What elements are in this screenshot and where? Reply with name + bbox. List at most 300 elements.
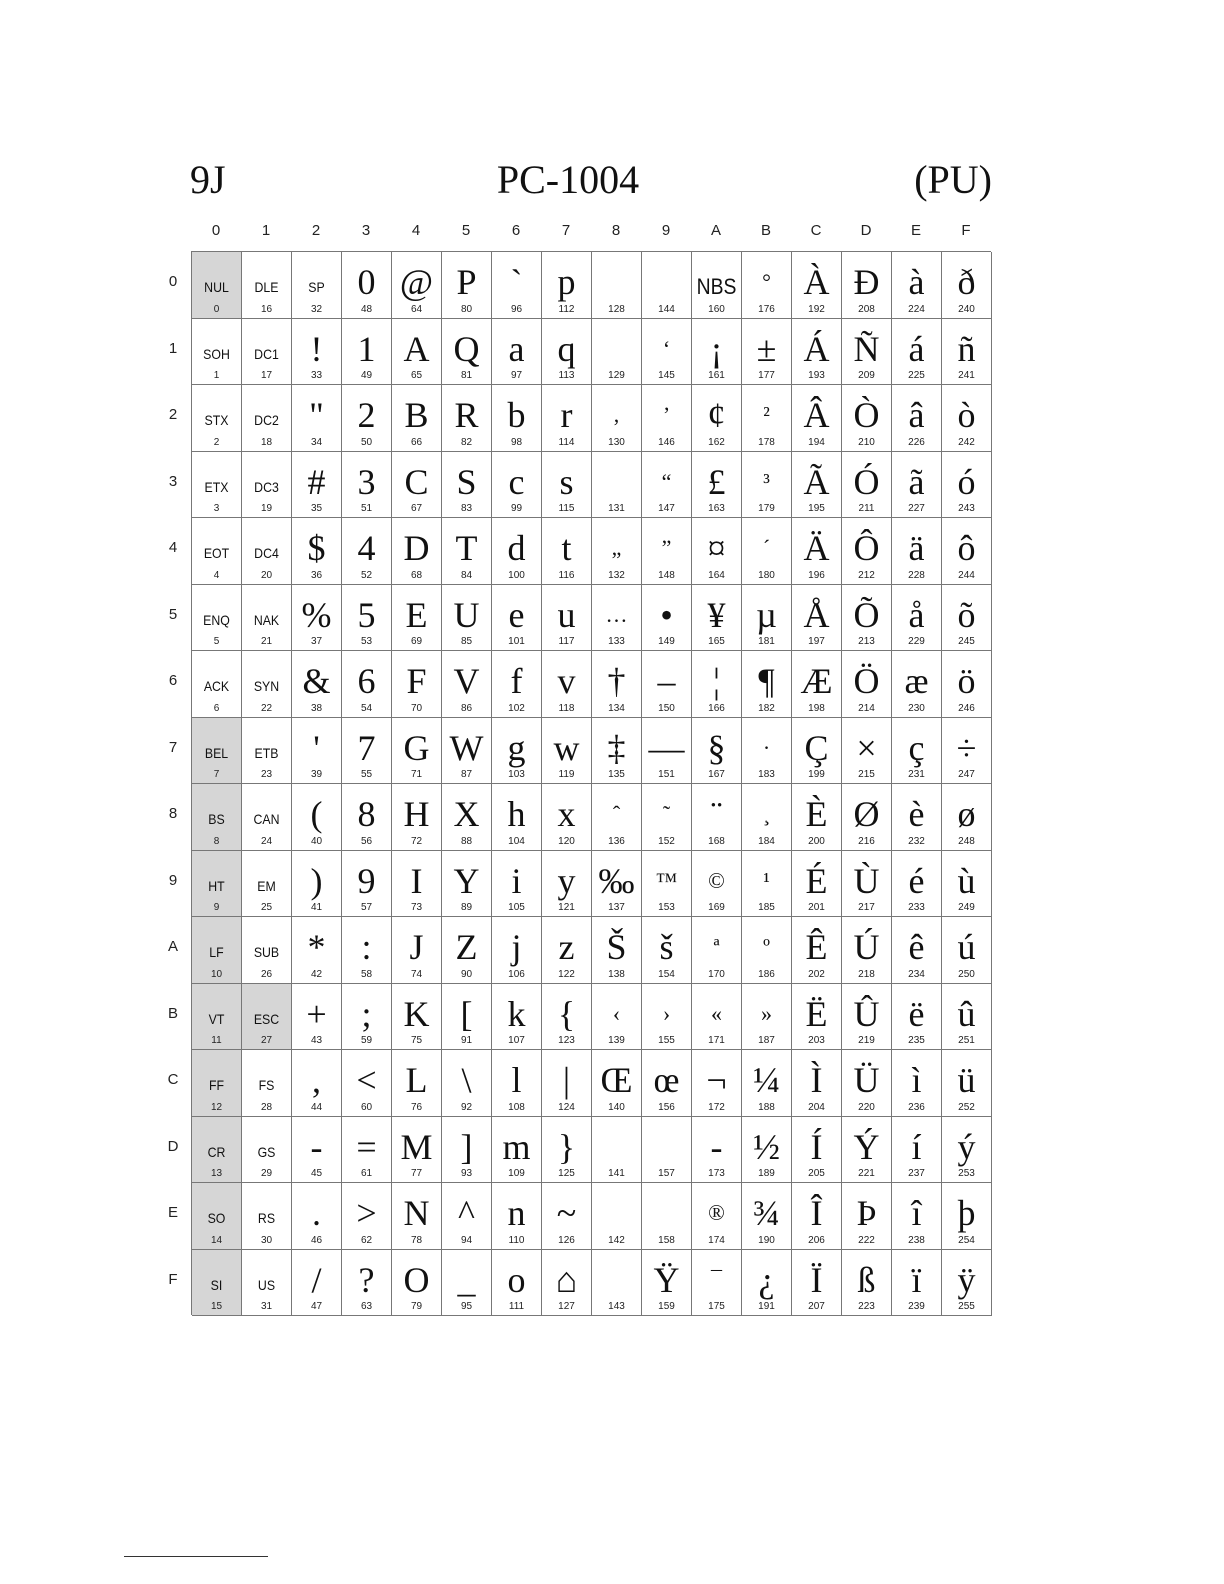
char-code: 201 [808,902,825,913]
char-code: 166 [708,702,725,714]
char-cell [542,718,592,785]
char-code: 8 [213,835,220,847]
char-cell [842,917,892,984]
char-code: 177 [758,370,775,381]
char-cell [892,585,942,652]
char-code: 7 [213,769,220,780]
char-glyph: T [455,528,478,568]
char-glyph: i [511,860,522,901]
char-code: 124 [558,1101,575,1113]
char-cell [292,585,342,652]
char-cell [542,1050,592,1117]
char-code: 227 [908,503,925,514]
char-cell [342,1117,392,1184]
char-glyph: , [613,402,620,427]
column-header: 5 [461,222,471,239]
char-code: 27 [260,1035,273,1046]
char-glyph: Š [606,927,627,967]
char-cell [242,917,292,984]
char-cell [642,851,692,918]
char-glyph: u [557,594,576,635]
char-glyph: Û [853,993,880,1034]
char-cell [792,252,842,319]
char-glyph: ‘ [662,335,671,361]
char-code: 15 [210,1301,223,1312]
char-glyph: á [908,328,925,369]
row-header: 0 [168,273,178,290]
char-glyph: ý [957,1126,976,1167]
char-cell [542,252,592,319]
char-code: 83 [460,503,473,514]
char-cell [892,917,942,984]
char-glyph: † [607,661,626,701]
char-code: 143 [608,1301,625,1312]
char-glyph: ° [762,269,771,294]
char-glyph: í [911,1126,922,1167]
char-code: 4 [213,569,220,581]
char-glyph: ñ [957,328,976,369]
char-cell [842,518,892,585]
char-glyph: Q [453,328,480,369]
char-glyph: @ [399,262,434,302]
char-glyph: . [312,1193,321,1233]
char-glyph: ) [310,860,323,901]
char-cell [692,1050,742,1117]
char-cell [342,1050,392,1117]
char-glyph: SOH [203,345,230,362]
char-glyph: ¡ [710,328,723,369]
char-cell [942,1183,992,1250]
char-code: 105 [508,902,525,913]
char-cell [392,252,442,319]
char-cell [392,718,442,785]
char-cell [792,1183,842,1250]
char-cell [842,319,892,386]
char-cell [592,718,642,785]
column-header: A [710,222,721,239]
char-cell [792,1250,842,1317]
char-cell [342,851,392,918]
char-glyph: ¹ [763,867,770,893]
char-glyph: FS [258,1077,275,1093]
char-cell [442,784,492,851]
char-glyph: â [908,395,925,435]
char-glyph: Á [803,328,830,369]
char-code: 106 [508,968,525,980]
char-glyph: = [356,1126,377,1167]
char-cell [192,518,242,585]
char-glyph: RS [257,1210,276,1226]
char-glyph: E [405,594,428,635]
char-code: 236 [908,1101,925,1113]
char-code: 208 [858,303,875,315]
char-cell [492,585,542,652]
char-code: 96 [510,303,523,315]
char-cell [842,1117,892,1184]
char-glyph: k [507,993,526,1034]
char-code: 55 [360,769,373,780]
char-code: 137 [608,902,625,913]
char-cell [292,1117,342,1184]
char-cell [192,718,242,785]
char-cell [742,585,792,652]
char-code: 140 [608,1101,625,1113]
char-glyph: B [404,395,429,435]
char-code: 56 [360,835,373,847]
char-cell [892,851,942,918]
char-cell [892,1117,942,1184]
char-cell [342,518,392,585]
char-code: 87 [460,769,473,780]
char-code: 111 [508,1301,525,1312]
char-cell [392,518,442,585]
column-header: 6 [511,222,521,239]
char-glyph: è [908,794,925,834]
column-header: 0 [211,222,221,239]
char-glyph: 1 [357,328,376,369]
char-code: 136 [608,835,625,847]
char-cell [892,518,942,585]
char-cell [342,1250,392,1317]
char-glyph: a [508,328,525,369]
char-code: 224 [908,303,925,315]
char-code: 125 [558,1168,575,1179]
char-glyph: é [908,860,925,901]
char-cell [242,1050,292,1117]
char-glyph: “ [661,468,672,494]
char-code: 195 [808,503,825,514]
char-code: 133 [608,636,625,647]
char-code: 151 [658,769,675,780]
char-glyph: f [510,661,523,701]
char-cell [392,1250,442,1317]
char-glyph: Ï [810,1259,823,1300]
char-code: 206 [808,1234,825,1246]
char-cell [342,1183,392,1250]
char-code: 241 [958,370,975,381]
char-code: 50 [360,436,373,448]
char-glyph: ETX [204,478,229,495]
char-cell [592,784,642,851]
char-code: 231 [908,769,925,780]
char-glyph: ¤ [707,528,726,568]
char-glyph: ¥ [707,594,726,635]
char-cell [542,1183,592,1250]
char-glyph: NBS [696,274,737,299]
char-code: 52 [360,569,373,581]
char-glyph [592,1124,641,1170]
region-tag: (PU) [914,157,992,202]
char-code: 248 [958,835,975,847]
char-glyph: M [400,1126,433,1167]
char-cell [242,385,292,452]
char-glyph: … [605,601,628,627]
char-code: 181 [758,636,775,647]
char-cell [292,385,342,452]
char-glyph: ê [908,927,925,967]
char-glyph: µ [756,594,777,635]
char-glyph: ÷ [956,727,977,768]
char-code: 3 [213,503,220,514]
char-code: 242 [958,436,975,448]
char-glyph: & [302,661,331,701]
char-cell [492,651,542,718]
char-glyph: - [310,1126,323,1167]
char-cell [342,784,392,851]
char-glyph: ESC [253,1010,280,1027]
column-header: 8 [611,222,621,239]
char-cell [642,319,692,386]
char-cell [492,319,542,386]
char-cell [792,784,842,851]
char-code: 230 [908,702,925,714]
char-glyph: DC4 [254,545,279,561]
char-code: 107 [508,1035,525,1046]
char-code: 85 [460,636,473,647]
char-code: 219 [858,1035,875,1046]
char-cell [192,1183,242,1250]
char-code: 150 [658,702,675,714]
char-code: 200 [808,835,825,847]
char-code: 168 [708,835,725,847]
char-code: 90 [460,968,473,980]
char-code: 237 [908,1168,925,1179]
char-glyph: DLE [254,279,279,295]
char-code: 70 [410,702,423,714]
char-cell [692,518,742,585]
char-glyph: q [557,328,576,369]
char-glyph: - [710,1126,723,1167]
char-code: 121 [558,902,575,913]
char-code: 250 [958,968,975,980]
char-glyph: Ü [853,1060,880,1100]
char-cell [642,784,692,851]
char-cell [592,651,642,718]
char-cell [642,1117,692,1184]
char-code: 9 [213,902,220,913]
char-cell [892,319,942,386]
char-code: 163 [708,503,725,514]
char-glyph: Ú [853,927,880,967]
char-code: 23 [260,769,273,780]
char-glyph: U [453,594,480,635]
char-code: 122 [558,968,575,980]
char-code: 228 [908,569,925,581]
char-glyph: p [557,262,576,302]
char-glyph: w [553,727,580,768]
char-glyph: H [403,794,430,834]
char-code: 127 [558,1301,575,1312]
char-code: 97 [510,370,523,381]
char-code: 17 [260,370,273,381]
char-cell [742,718,792,785]
char-cell [692,252,742,319]
char-glyph: Æ [800,661,833,701]
char-glyph: EOT [203,545,230,561]
char-glyph: + [306,993,327,1034]
char-code: 173 [708,1168,725,1179]
char-code: 39 [310,769,323,780]
char-cell [442,851,492,918]
row-header: F [168,1270,178,1288]
char-glyph: F [406,661,427,701]
char-cell [192,651,242,718]
char-cell [792,851,842,918]
char-cell [942,252,992,319]
char-glyph: t [561,528,572,568]
char-cell [942,452,992,519]
char-glyph: EM [257,877,276,894]
column-header: 9 [661,222,671,239]
char-cell [192,319,242,386]
char-glyph: ETB [254,744,279,761]
char-code: 19 [260,503,273,514]
char-code: 176 [758,303,775,315]
char-code: 65 [410,370,423,381]
char-glyph: S [456,461,477,502]
char-code: 192 [808,303,825,315]
char-cell [692,1117,742,1184]
char-cell [292,917,342,984]
char-code: 98 [510,436,523,448]
char-cell [242,319,292,386]
char-glyph: › [662,1000,671,1026]
char-glyph: ´ [762,535,771,560]
char-glyph: SYN [253,678,280,694]
char-cell [742,1250,792,1317]
char-glyph: 2 [357,395,376,435]
char-glyph: C [404,461,429,502]
char-cell [592,1117,642,1184]
char-cell [392,851,442,918]
char-glyph: Ø [853,794,880,834]
char-glyph: ³ [763,468,770,494]
char-code: 134 [608,702,625,714]
char-cell [342,585,392,652]
char-glyph: – [657,661,676,701]
char-cell [292,452,342,519]
char-cell [742,518,792,585]
char-code: 252 [958,1101,975,1113]
char-code: 142 [608,1234,625,1246]
char-cell [292,252,342,319]
char-code: 66 [410,436,423,448]
char-glyph: ÿ [957,1259,976,1300]
row-header: 6 [168,672,178,689]
char-code: 183 [758,769,775,780]
char-cell [742,319,792,386]
char-glyph: g [507,727,526,768]
row-header: A [167,938,178,955]
char-cell [892,452,942,519]
char-cell [592,1183,642,1250]
char-code: 32 [310,303,323,315]
char-glyph: CAN [253,811,280,827]
char-cell [592,851,642,918]
char-glyph: Ç [804,727,829,768]
char-cell [642,917,692,984]
char-glyph: É [805,860,828,901]
char-glyph: Ð [853,262,880,302]
char-code: 174 [708,1234,725,1246]
char-code: 54 [360,702,373,714]
char-glyph: ô [957,528,976,568]
char-code: 218 [858,968,875,980]
char-code: 100 [508,569,525,581]
char-cell [792,385,842,452]
char-code: 246 [958,702,975,714]
char-glyph: ® [708,1200,725,1225]
char-code: 197 [808,636,825,647]
char-code: 214 [858,702,875,714]
char-code: 199 [808,769,825,780]
char-glyph: ¿ [758,1259,775,1300]
char-code: 80 [460,303,473,315]
char-cell [242,518,292,585]
char-cell [342,917,392,984]
column-header: F [961,222,971,239]
char-code: 0 [213,303,220,315]
char-glyph [642,1124,691,1170]
char-cell [692,984,742,1051]
char-glyph: Ä [803,528,830,568]
char-cell [242,452,292,519]
char-code: 225 [908,370,925,381]
char-cell [892,784,942,851]
char-cell [292,718,342,785]
char-cell [742,851,792,918]
char-code: 233 [908,902,925,913]
row-header: C [167,1071,179,1088]
char-cell [742,452,792,519]
char-code: 221 [858,1168,875,1179]
char-cell [842,651,892,718]
char-code: 169 [708,902,725,913]
row-header: 9 [168,871,178,889]
char-cell [242,984,292,1051]
char-cell [192,1250,242,1317]
char-code: 44 [310,1101,323,1113]
char-cell [792,452,842,519]
char-cell [842,1183,892,1250]
char-cell [392,319,442,386]
char-cell [642,252,692,319]
char-code: 193 [808,370,825,381]
char-glyph: Ö [853,661,880,701]
char-glyph: Ô [853,528,880,568]
char-cell [492,917,542,984]
char-glyph [592,459,641,505]
char-code: 75 [410,1035,423,1046]
char-code: 2 [213,436,220,448]
char-code: 76 [410,1101,423,1113]
char-code: 191 [758,1301,775,1312]
char-glyph: Ó [853,461,880,502]
char-code: 60 [360,1101,373,1113]
char-cell [742,651,792,718]
char-cell [342,651,392,718]
char-code: 57 [360,902,373,913]
char-cell [442,452,492,519]
char-glyph: º [763,934,770,959]
char-cell [242,718,292,785]
char-glyph: DC3 [254,478,279,495]
row-header: 1 [168,339,178,357]
char-glyph: û [957,993,976,1034]
char-cell [492,1117,542,1184]
char-cell [942,651,992,718]
char-code: 239 [908,1301,925,1312]
